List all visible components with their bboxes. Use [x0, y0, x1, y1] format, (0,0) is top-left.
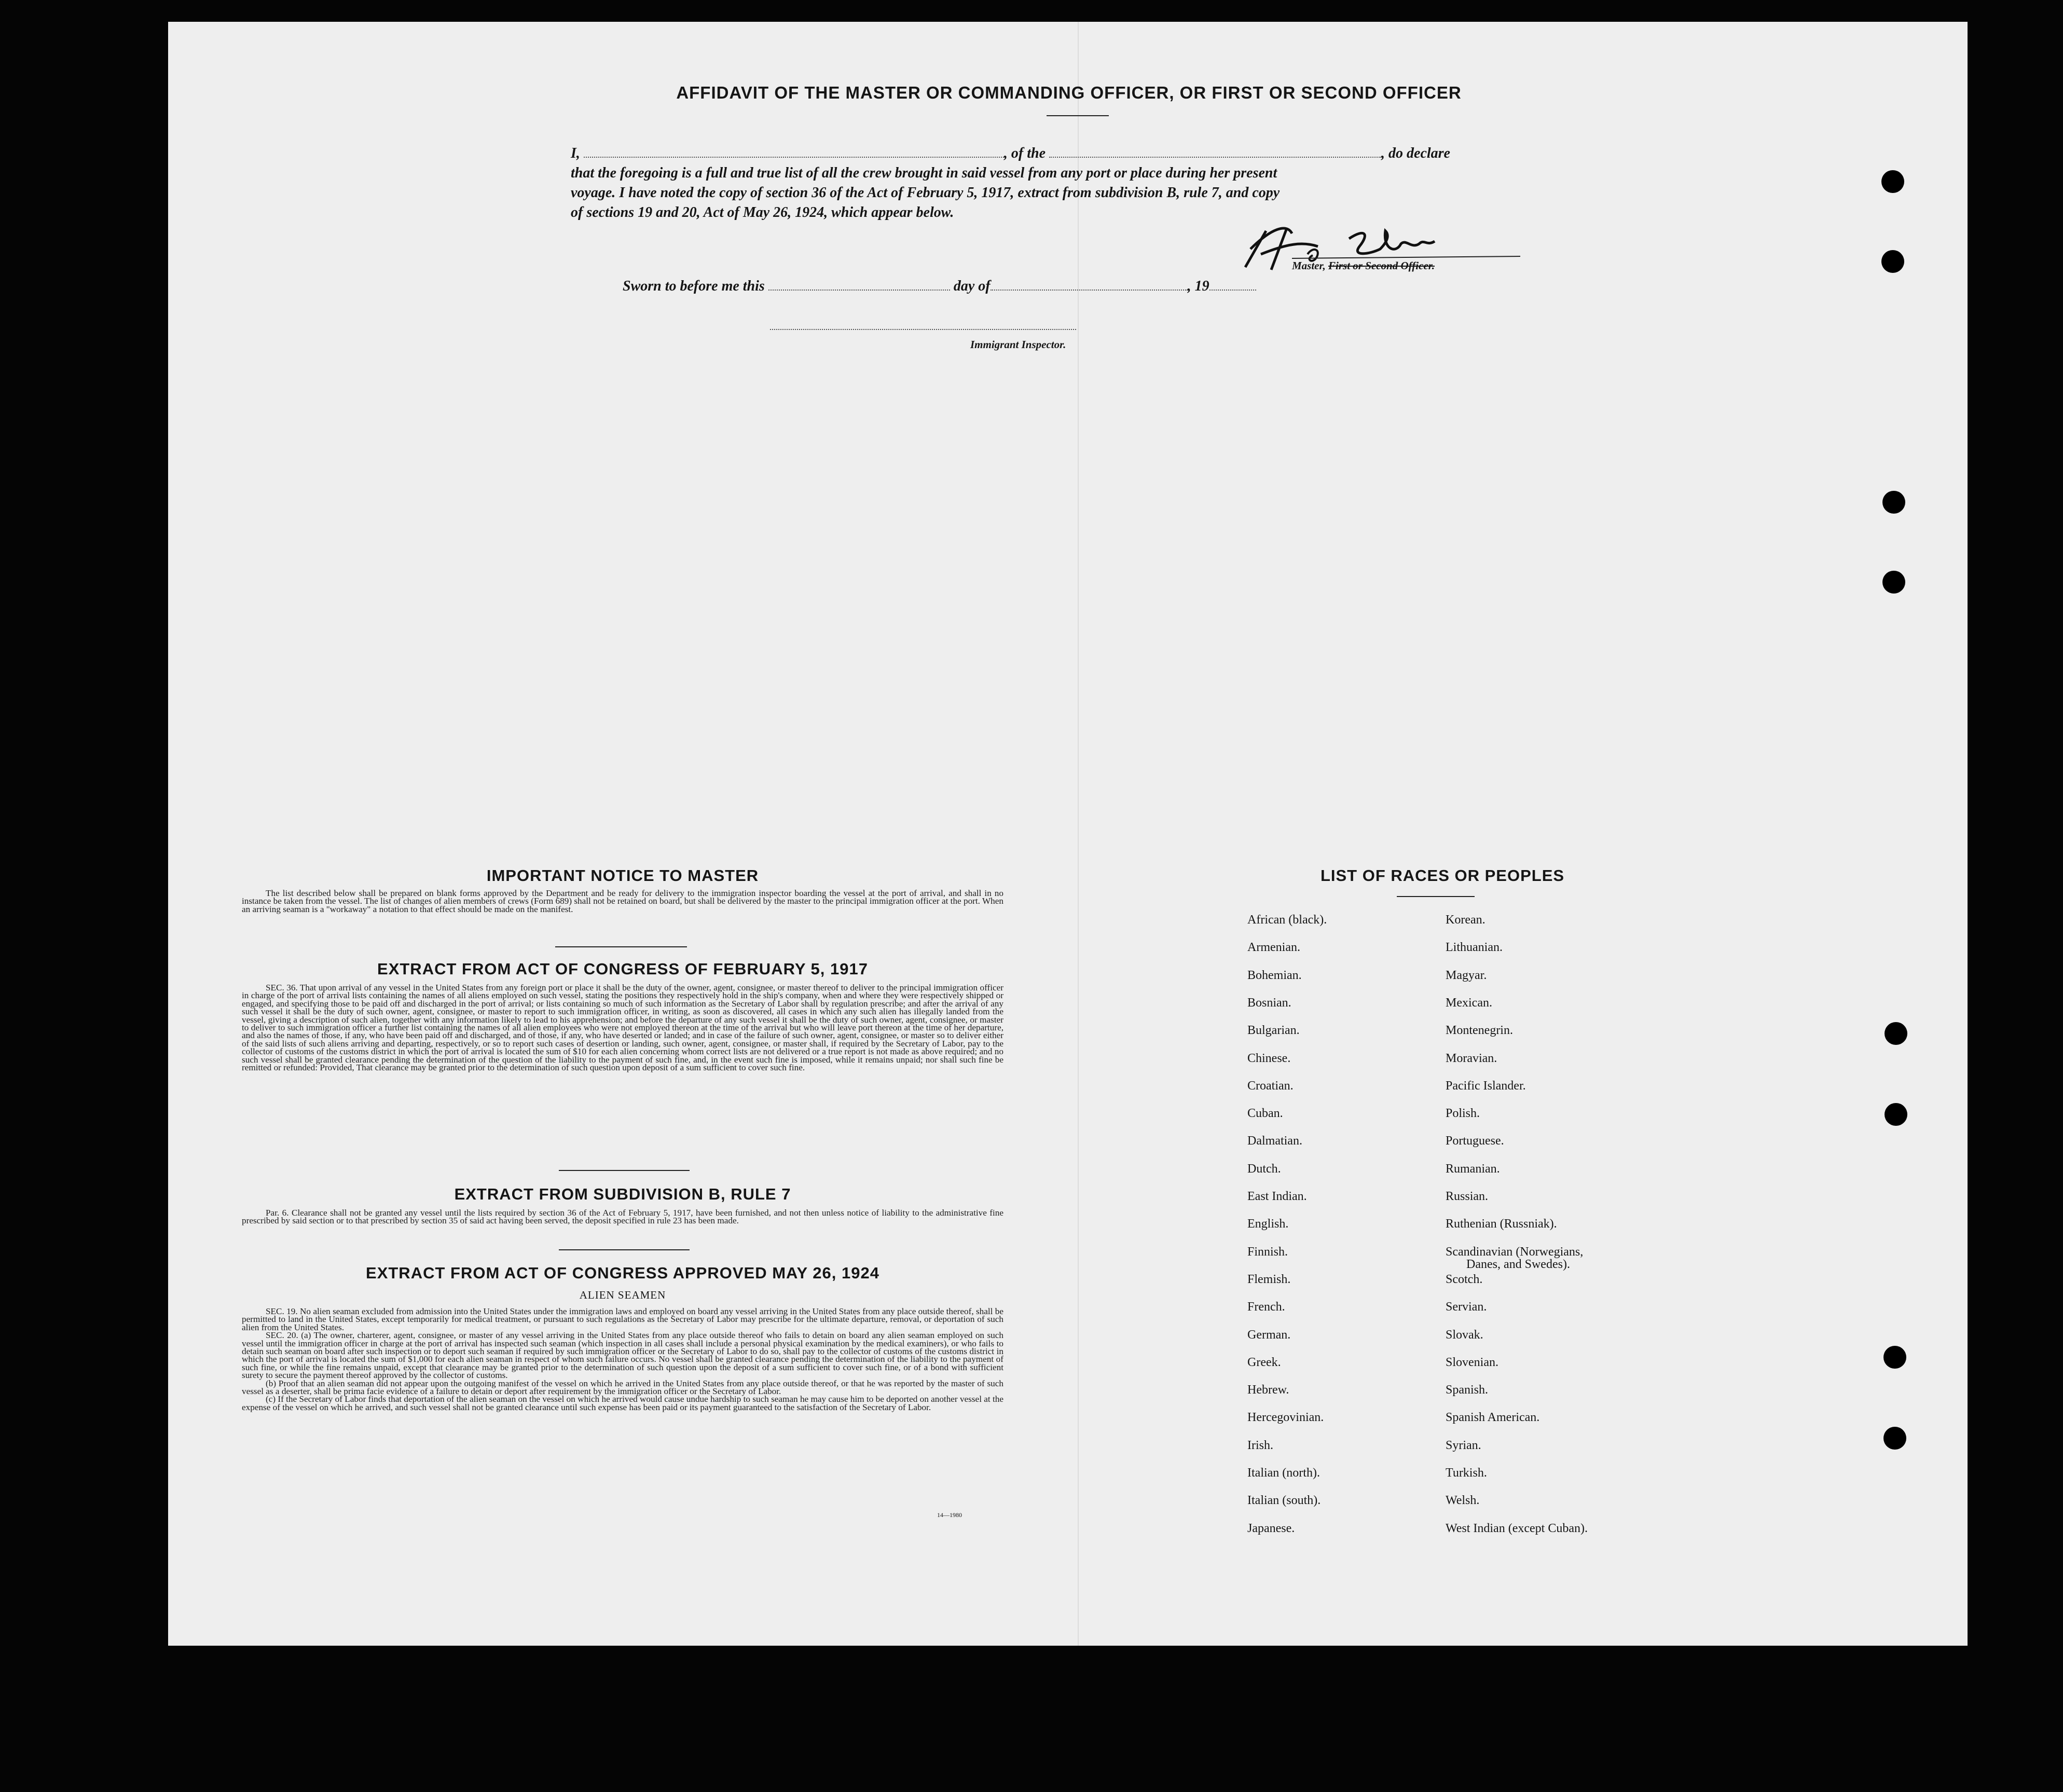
affidavit-line-3: voyage. I have noted the copy of section 36 of the Act of February 5, 1917, extract from subdivision B, rule 7, and copy [571, 185, 1280, 201]
divider [559, 1170, 690, 1171]
act-1924-text [242, 1307, 1003, 1411]
affidavit-of-the: , of the [1003, 145, 1046, 161]
divider [559, 1249, 690, 1250]
race-item: Russian. [1446, 1190, 1489, 1203]
act-1917-text: SEC. 36. That upon arrival of any vessel in the United States from any foreign port or place it shall be the duty of the owner, agent, consignee, or master thereof to deliver to the principal immigration officer in charge of the port of arrival lists containing the names of all aliens employed on such vessel, stating the positions they respectively hold in the ship's company, when and where they were respectively shipped or engaged, and specifying those to be paid off and discharged in the port of arrival; or lists containing so much of such information as the Secretary of Labor shall by regulation prescribe; and after the arrival of any such vessel it shall be the duty of such owner, agent, consignee, or master to report to such immigration officer, in writing, as soon as discovered, all cases in which any such alien has illegally landed from the vessel, giving a description of such alien, together with any information likely to lead to his apprehension; and before the departure of any such vessel it shall be the duty of such owner, agent, consignee, or master to deliver to such immigration officer a further list containing the names of all alien employees who were not employed thereon at the time of the arrival but who will leave port thereon at the time of her departure, and also the names of those, if any, who have been paid off and discharged, and of those, if any, who have deserted or landed; and in case of the failure of such owner, agent, consignee, or master so to deliver either of the said lists of such aliens arriving and departing, respectively, or so to report such cases of desertion or landing, such owner, agent, consignee, or master shall, if required by the Secretary of Labor, pay to the collector of customs of the customs district in which the port of arrival is located the sum of $10 for each alien concerning whom correct lists are not delivered or a true report is not made as above required; and no such vessel shall be granted clearance pending the determination of the question of the liability to the payment of such fine, and, in the event such fine is imposed, while it remains unpaid; nor shall such fine be remitted or refunded: Provided, That clearance may be granted prior to the determination of such question upon deposit of a sum sufficient to cover such fine. [242, 983, 1003, 1073]
binder-hole [1885, 1103, 1907, 1126]
sec-20b: (b) Proof that an alien seaman did not appear upon the outgoing manifest of the vessel on which he arrived in the United States from any place outside thereof, or that he was reported by the master of such vessel as a deserter, shall be prima facie evidence of a failure to detain or deport after requirement by the immigration officer or the Secretary of Labor. [242, 1378, 1003, 1397]
race-item: Dalmatian. [1247, 1134, 1302, 1148]
race-item: Spanish American. [1446, 1411, 1540, 1424]
race-item: Servian. [1446, 1300, 1487, 1314]
race-item: African (black). [1247, 913, 1327, 927]
race-item: Greek. [1247, 1356, 1281, 1369]
signature-caption [1292, 259, 1435, 272]
race-item: Flemish. [1247, 1273, 1291, 1286]
race-item: Armenian. [1247, 941, 1300, 954]
sec-20c: (c) If the Secretary of Labor finds that deportation of the alien seaman on the vessel on which he arrived would cause undue hardship to such seaman he may cause him to be deported on another vessel at the expense of the vessel on which he arrived, and such vessel shall not be granted clearance until such expense has been paid or its payment guaranteed to the satisfaction of the Secretary of Labor. [242, 1394, 1003, 1412]
rule-7-text: Par. 6. Clearance shall not be granted any vessel until the lists required by section 36 of the Act of February 5, 1917, have been furnished, and not then unless notice of liability to the administrative fine prescribed by said section or to that prescribed by section 35 of said act having been served, the deposit specified in rule 23 has been made. [242, 1208, 1003, 1226]
race-item: Hebrew. [1247, 1383, 1289, 1397]
inspector-signature-line[interactable] [770, 329, 1076, 330]
race-item: Mexican. [1446, 996, 1492, 1010]
race-item: Slovak. [1446, 1328, 1483, 1342]
race-item: East Indian. [1247, 1190, 1307, 1203]
important-notice-text: The list described below shall be prepared on blank forms approved by the Department and be ready for delivery to the immigration inspector boarding the vessel at the port of arrival, and shall in no instance be taken from the vessel. The list of changes of alien members of crews (Form 689) shall not be retained on board, but shall be delivered by the master to the principal immigration officer at the port. When an arriving seaman is a "workaway" a notation to that effect should be made on the manifest. [242, 888, 1003, 914]
race-item: Scotch. [1446, 1273, 1483, 1286]
binder-hole [1883, 1346, 1906, 1369]
race-item: Dutch. [1247, 1162, 1281, 1176]
race-item: Scandinavian (Norwegians, [1446, 1245, 1584, 1259]
binder-hole [1881, 250, 1904, 273]
binder-hole [1882, 491, 1905, 514]
month-blank[interactable] [991, 278, 1188, 291]
race-item: Polish. [1446, 1107, 1480, 1120]
race-item: Montenegrin. [1446, 1024, 1513, 1037]
race-item: Syrian. [1446, 1439, 1481, 1452]
affidavit-do-declare: , do declare [1381, 145, 1450, 161]
race-item: Danes, and Swedes). [1466, 1258, 1570, 1271]
race-item: Croatian. [1247, 1079, 1294, 1093]
affidavit-line-1 [571, 145, 1546, 162]
race-item: English. [1247, 1217, 1289, 1231]
race-item: French. [1247, 1300, 1285, 1314]
sworn-prefix: Sworn to before me this [623, 278, 765, 294]
race-item: Irish. [1247, 1439, 1273, 1452]
race-item: Bosnian. [1247, 996, 1291, 1010]
races-title-rule [1397, 896, 1475, 897]
inspector-caption: Immigrant Inspector. [970, 338, 1066, 351]
race-item: Pacific Islander. [1446, 1079, 1526, 1093]
day-blank[interactable] [768, 278, 950, 291]
race-item: Lithuanian. [1446, 941, 1503, 954]
sworn-line [623, 278, 1256, 295]
race-item: Chinese. [1247, 1052, 1291, 1065]
name-blank[interactable] [584, 145, 1004, 158]
race-item: Italian (north). [1247, 1466, 1320, 1480]
form-number: 14—1980 [937, 1511, 962, 1519]
binder-hole [1885, 1022, 1907, 1045]
race-item: Bohemian. [1247, 969, 1302, 982]
race-item: Korean. [1446, 913, 1486, 927]
affidavit-line-2: that the foregoing is a full and true list of all the crew brought in said vessel from any port or place during her present [571, 165, 1277, 181]
rule-7-heading: EXTRACT FROM SUBDIVISION B, RULE 7 [454, 1185, 791, 1203]
race-item: Rumanian. [1446, 1162, 1500, 1176]
race-item: Turkish. [1446, 1466, 1487, 1480]
caption-struck-officer: First or Second Officer. [1328, 259, 1435, 272]
race-item: Ruthenian (Russniak). [1446, 1217, 1557, 1231]
race-item: Bulgarian. [1247, 1024, 1300, 1037]
race-item: West Indian (except Cuban). [1446, 1522, 1588, 1535]
race-item: Hercegovinian. [1247, 1411, 1324, 1424]
affidavit-line-4: of sections 19 and 20, Act of May 26, 1924, which appear below. [571, 204, 954, 220]
vessel-blank[interactable] [1049, 145, 1381, 158]
race-item: Japanese. [1247, 1522, 1295, 1535]
race-item: Italian (south). [1247, 1494, 1321, 1507]
race-item: Spanish. [1446, 1383, 1489, 1397]
binder-hole [1881, 170, 1904, 193]
sworn-year: , 19 [1187, 278, 1209, 294]
race-item: Cuban. [1247, 1107, 1283, 1120]
year-blank[interactable] [1209, 278, 1256, 291]
race-item: Portuguese. [1446, 1134, 1504, 1148]
page-fold [1078, 22, 1079, 1646]
important-notice-heading: IMPORTANT NOTICE TO MASTER [486, 866, 759, 885]
sec-20a: SEC. 20. (a) The owner, charterer, agent, consignee, or master of any vessel arriving in the United States from any place outside thereof who fails to detain on board any alien seaman employed on such vessel until the immigration officer in charge at the port of arrival has inspected such seaman (which inspection in all cases shall include a personal physical examination by the medical examiners), or who fails to detain such seaman on board after such inspection or to deport such seaman if required by such immigration officer or the Secretary of Labor to do so, shall pay to the collector of customs of the customs district in which the port of arrival is located the sum of $1,000 for each alien seaman in respect of whom such failure occurs. No vessel shall be granted clearance pending the determination of the liability to the payment of such fine, or while the fine remains unpaid, except that clearance may be granted prior to the determination of such question upon the deposit of a sum sufficient to cover such fine, or of a bond with sufficient surety to secure the payment thereof approved by the collector of customs. [242, 1330, 1003, 1381]
sworn-day-of: day of [953, 278, 991, 294]
race-item: Finnish. [1247, 1245, 1288, 1259]
alien-seamen-subheading: ALIEN SEAMEN [579, 1289, 666, 1301]
sec-19: SEC. 19. No alien seaman excluded from admission into the United States under the immigration laws and employed on board any vessel arriving in the United States from any place outside thereof, shall be permitted to land in the United States, except temporarily for medical treatment, or pursuant to such regulations as the Secretary of Labor may prescribe for the ultimate departure, removal, or deportation of such alien from the United States. [242, 1306, 1003, 1332]
binder-hole [1882, 571, 1905, 594]
race-item: German. [1247, 1328, 1291, 1342]
race-item: Magyar. [1446, 969, 1487, 982]
act-1917-heading: EXTRACT FROM ACT OF CONGRESS OF FEBRUARY 5, 1917 [377, 960, 868, 978]
caption-master: Master, [1292, 259, 1326, 272]
act-1924-heading: EXTRACT FROM ACT OF CONGRESS APPROVED MAY 26, 1924 [366, 1264, 879, 1282]
race-item: Slovenian. [1446, 1356, 1498, 1369]
race-item: Moravian. [1446, 1052, 1497, 1065]
affidavit-title: AFFIDAVIT OF THE MASTER OR COMMANDING OFFICER, OR FIRST OR SECOND OFFICER [676, 83, 1462, 102]
title-rule [1047, 115, 1109, 116]
affidavit-i-label: I, [571, 145, 580, 161]
divider [555, 946, 687, 947]
race-item: Welsh. [1446, 1494, 1480, 1507]
binder-hole [1883, 1427, 1906, 1450]
races-title: LIST OF RACES OR PEOPLES [1320, 866, 1565, 885]
